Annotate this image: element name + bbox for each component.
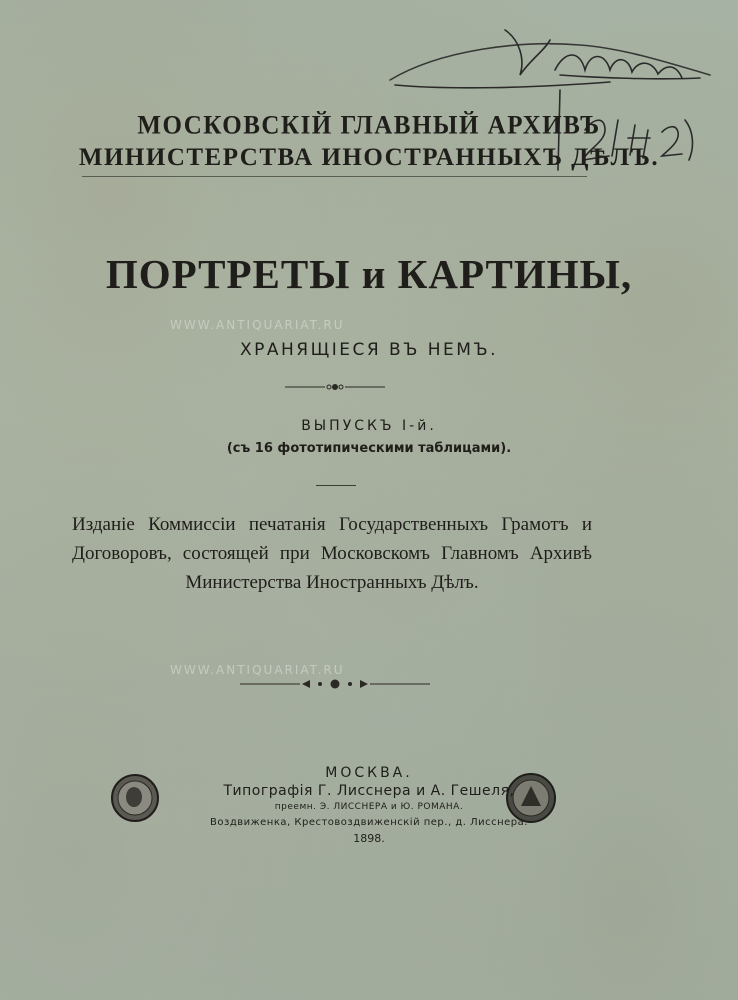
archive-name: МОСКОВСКІЙ ГЛАВНЫЙ АРХИВЪ xyxy=(137,111,601,140)
ornament-divider-large xyxy=(240,677,430,691)
imprint-address: Воздвиженка, Крестовоздвиженскій пер., д. Лисснера. xyxy=(210,817,528,828)
plates-note: (съ 16 фототипическими таблицами). xyxy=(226,441,512,456)
subtitle: ХРАНЯЩІЕСЯ ВЪ НЕМЪ. xyxy=(239,340,499,360)
imprint-city: МОСКВА. xyxy=(325,765,413,781)
watermark: WWW.ANTIQUARIAT.RU xyxy=(170,318,345,332)
short-rule xyxy=(316,485,356,486)
page-title: ПОРТРЕТЫ и КАРТИНЫ, xyxy=(105,251,633,297)
publisher-statement: Изданіе Коммиссіи печатанія Государственныхъ Грамотъ и Договоровъ, состоящей при Московскомъ Главномъ Архивѣ Министерства Иностранныхъ Дѣлъ. xyxy=(72,514,592,593)
issue-number: ВЫПУСКЪ I-й. xyxy=(301,418,437,434)
imprint-press: Типографія Г. Лисснера и А. Гешеля, xyxy=(223,783,515,799)
ministry-name: МИНИСТЕРСТВА ИНОСТРАННЫХЪ ДѢЛЪ. xyxy=(78,144,660,171)
imprint-owners: преемн. Э. ЛИССНЕРА и Ю. РОМАНА. xyxy=(274,802,464,812)
watermark: WWW.ANTIQUARIAT.RU xyxy=(170,663,345,677)
ornament-divider xyxy=(285,381,385,393)
imprint-year: 1898. xyxy=(353,832,385,845)
header-rule xyxy=(82,176,587,177)
